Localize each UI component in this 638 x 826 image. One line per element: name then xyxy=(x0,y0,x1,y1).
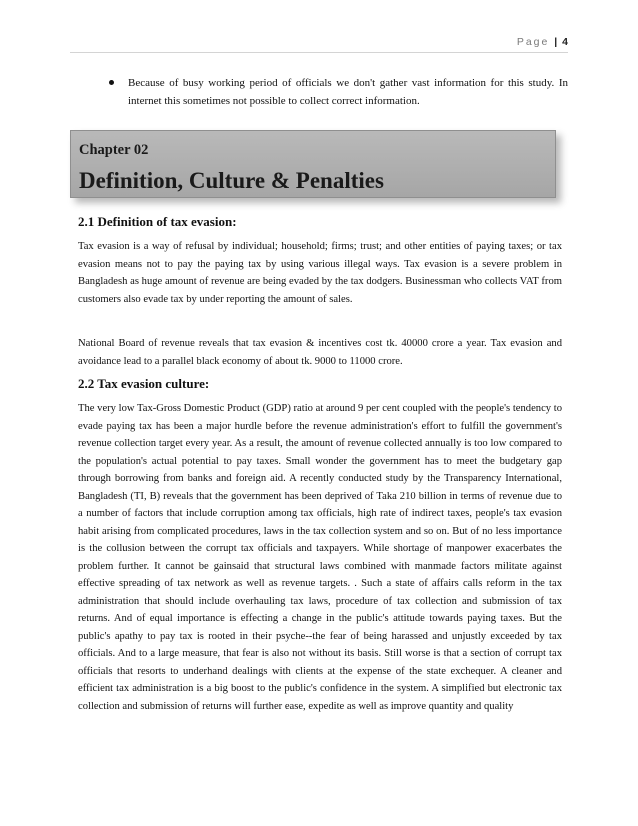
paragraph-definition-1: Tax evasion is a way of refusal by individual; household; firms; trust; and other entities of paying taxes; or tax evasion means not to pay the paying tax by using various illegal ways. Tax evasion is a severe problem in Bangladesh as huge amount of revenue are being evaded by the tax dodgers. Businessman who collects VAT from customers also evade tax by under reporting the amount of sales. xyxy=(78,241,562,305)
section-heading-culture: 2.2 Tax evasion culture: xyxy=(78,376,210,391)
chapter-label: Chapter 02 xyxy=(79,142,149,158)
chapter-title: Definition, Culture & Penalties xyxy=(79,168,384,193)
paragraph-culture-1: The very low Tax-Gross Domestic Product (GDP) ratio at around 9 per cent coupled with the people's tendency to evade paying tax has been a major hurdle before the revenue administration's effort to fulfill the government's revenue collection target every year. As a result, the amount of revenue collected annually is too low compared to the population's actual potential to pay taxes. Small wonder the government has to meet the budgetary gap through borrowing from banks and foreign aid. A recently conducted study by the Transparency International, Bangladesh (TI, B) reveals that the government has been deprived of Taka 210 billion in terms of revenue due to a number of factors that include corruption among tax officials, high rate of indirect taxes, people's tax evasion habit arising from complicated procedures, laws in the tax collection system and so on. But of no less importance is the collusion between the corrupt tax officials and taxpayers. While shortage of manpower exacerbates the problem further. It cannot be gainsaid that structural laws combined with manmade factors militate against effective spreading of tax network as well as revenue targets. . Such a state of affairs calls reform in the tax administration that should include overhauling tax laws, procedure of tax collection and submission of tax returns. And of equal importance is effecting a change in the public's attitude towards paying taxes. But the public's apathy to pay tax is rooted in their psyche--the fear of being harassed and unjustly exceeded by tax officials. And to a large measure, that fear is also not without its basis. Still worse is that a section of corrupt tax officials that resorts to underhand dealings with clients at the expense of the state exchequer. A cleaner and efficient tax administration is a big boost to the public's confidence in the system. A simplified but electronic tax collection and submission of returns will further ease, expedite as well as improve quantity and quality xyxy=(78,403,562,712)
header-rule xyxy=(70,52,568,53)
page-header xyxy=(517,36,568,48)
bullet-icon xyxy=(109,80,114,85)
page-label: Page xyxy=(516,36,550,48)
page-separator: | xyxy=(554,36,558,48)
page-number: 4 xyxy=(562,36,568,48)
bullet-text: Because of busy working period of officials we don't gather vast information for this study. In internet this sometimes not possible to collect correct information. xyxy=(128,77,568,107)
section-heading-definition: 2.1 Definition of tax evasion: xyxy=(78,214,237,229)
paragraph-definition-2: National Board of revenue reveals that tax evasion & incentives cost tk. 40000 crore a year. Tax evasion and avoidance lead to a parallel black economy of about tk. 9000 to 11000 crore. xyxy=(78,338,562,367)
bullet-item xyxy=(128,74,568,110)
chapter-banner xyxy=(70,130,556,198)
